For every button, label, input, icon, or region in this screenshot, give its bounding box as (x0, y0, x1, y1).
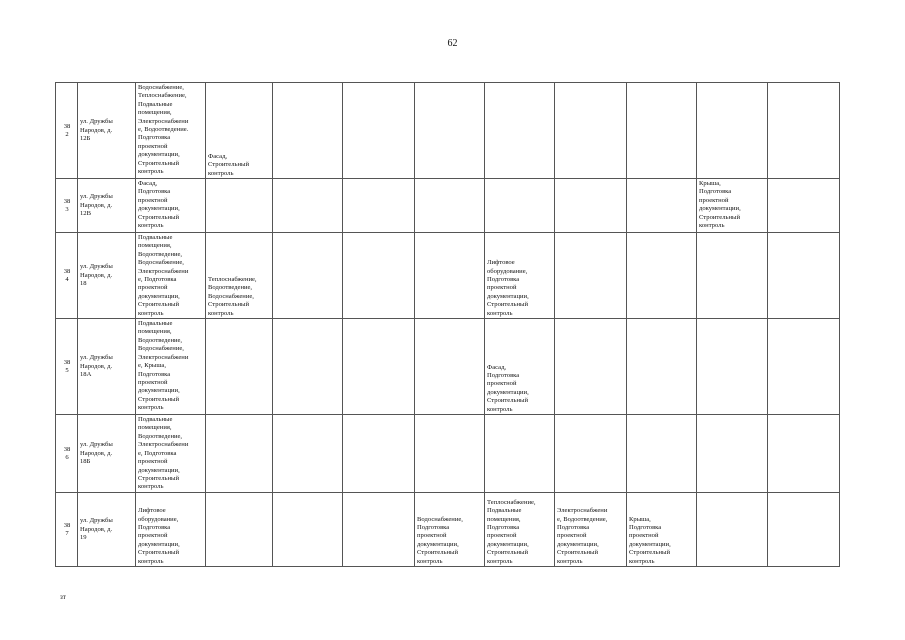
works-cell (415, 319, 485, 415)
works-cell (485, 319, 555, 415)
works-cell (136, 179, 206, 233)
cell-text: Фасад, Подготовка проектной документации, Строительный контроль (138, 180, 180, 230)
works-cell (697, 83, 768, 179)
works-cell (768, 179, 840, 233)
works-cell (555, 415, 627, 493)
works-cell (697, 179, 768, 233)
works-cell (768, 83, 840, 179)
works-cell (627, 415, 697, 493)
works-cell (697, 415, 768, 493)
works-cell (485, 233, 555, 319)
works-cell (273, 319, 343, 415)
cell-text: ул. Дружбы Народов, д. 18Б (80, 441, 113, 466)
footer-mark: зт (60, 593, 66, 601)
cell-text: 38 4 (63, 267, 71, 284)
works-cell (343, 319, 415, 415)
address-cell (78, 233, 136, 319)
cell-text: ул. Дружбы Народов, д. 18А (80, 354, 113, 379)
works-cell (555, 83, 627, 179)
works-cell (273, 233, 343, 319)
row-number-cell (56, 83, 78, 179)
capital-repair-table (55, 82, 840, 567)
works-cell (206, 493, 273, 567)
cell-text: ул. Дружбы Народов, д. 19 (80, 517, 113, 542)
works-cell (206, 179, 273, 233)
table-row (56, 319, 840, 415)
cell-text: Теплоснабжение, Водоотведение, Водоснабжение, Строительный контроль (208, 276, 257, 317)
works-cell (136, 319, 206, 415)
cell-text: Водоснабжение, Теплоснабжение, Подвальные помещения, Электроснабжени е, Водоотведение. Подготовка проектной документации, Строительный контроль (138, 84, 189, 176)
works-cell (415, 493, 485, 567)
address-cell (78, 83, 136, 179)
works-cell (627, 83, 697, 179)
row-number-cell (56, 233, 78, 319)
cell-text: 38 7 (63, 521, 71, 538)
works-cell (415, 415, 485, 493)
works-cell (273, 179, 343, 233)
cell-text: Фасад, Подготовка проектной документации, Строительный контроль (487, 363, 529, 413)
cell-text: Фасад, Строительный контроль (208, 152, 249, 177)
cell-text: 38 5 (63, 358, 71, 375)
table-row (56, 179, 840, 233)
address-cell (78, 415, 136, 493)
works-cell (768, 233, 840, 319)
cell-text: ул. Дружбы Народов, д. 12В (80, 193, 113, 218)
works-cell (136, 233, 206, 319)
works-cell (136, 415, 206, 493)
cell-text: 38 3 (63, 197, 71, 213)
table-row (56, 233, 840, 319)
works-cell (206, 233, 273, 319)
works-cell (343, 493, 415, 567)
works-cell (485, 179, 555, 233)
works-cell (555, 179, 627, 233)
cell-text: 38 2 (63, 122, 71, 138)
works-cell (697, 493, 768, 567)
cell-text: Крыша, Подготовка проектной документации, Строительный контроль (629, 515, 671, 565)
cell-text: 38 6 (63, 445, 71, 462)
works-cell (415, 179, 485, 233)
works-cell (206, 319, 273, 415)
page-number: 62 (447, 38, 458, 49)
cell-text: Подвальные помещения, Водоотведение, Водоснабжение, Электроснабжени е, Крыша, Подготовка проектной документации, Строительный контроль (138, 320, 189, 412)
works-cell (555, 233, 627, 319)
table-row (56, 83, 840, 179)
cell-text: Лифтовое оборудование, Подготовка проектной документации, Строительный контроль (487, 259, 529, 317)
works-cell (343, 415, 415, 493)
works-cell (485, 415, 555, 493)
works-cell (768, 319, 840, 415)
address-cell (78, 179, 136, 233)
works-cell (768, 415, 840, 493)
works-cell (343, 233, 415, 319)
works-cell (343, 83, 415, 179)
cell-text: Подвальные помещения, Водоотведение, Водоснабжение, Электроснабжени е, Подготовка проектной документации, Строительный контроль (138, 234, 189, 317)
works-cell (136, 493, 206, 567)
works-cell (343, 179, 415, 233)
cell-text: Электроснабжени е, Водоотведение, Подготовка проектной документации, Строительный контроль (557, 507, 608, 565)
works-cell (627, 179, 697, 233)
works-cell (206, 415, 273, 493)
works-cell (697, 319, 768, 415)
cell-text: Теплоснабжение, Подвальные помещения, Подготовка проектной документации, Строительный контроль (487, 498, 536, 565)
row-number-cell (56, 319, 78, 415)
cell-text: Подвальные помещения, Водоотведение, Электроснабжени е, Подготовка проектной документации, Строительный контроль (138, 416, 189, 491)
works-cell (697, 233, 768, 319)
address-cell (78, 493, 136, 567)
works-cell (555, 319, 627, 415)
works-cell (415, 233, 485, 319)
works-cell (273, 83, 343, 179)
works-cell (768, 493, 840, 567)
works-cell (485, 493, 555, 567)
works-cell (627, 493, 697, 567)
works-cell (273, 415, 343, 493)
table-row (56, 493, 840, 567)
works-cell (627, 233, 697, 319)
works-cell (485, 83, 555, 179)
works-cell (136, 83, 206, 179)
works-cell (273, 493, 343, 567)
row-number-cell (56, 415, 78, 493)
cell-text: Водоснабжение, Подготовка проектной документации, Строительный контроль (417, 515, 463, 565)
address-cell (78, 319, 136, 415)
row-number-cell (56, 493, 78, 567)
works-cell (206, 83, 273, 179)
table-row (56, 415, 840, 493)
cell-text: Крыша, Подготовка проектной документации, Строительный контроль (699, 180, 741, 230)
works-cell (415, 83, 485, 179)
works-cell (555, 493, 627, 567)
cell-text: ул. Дружбы Народов, д. 12Б (80, 118, 113, 143)
works-cell (627, 319, 697, 415)
cell-text: Лифтовое оборудование, Подготовка проектной документации, Строительный контроль (138, 507, 180, 565)
cell-text: ул. Дружбы Народов, д. 18 (80, 263, 113, 288)
row-number-cell (56, 179, 78, 233)
